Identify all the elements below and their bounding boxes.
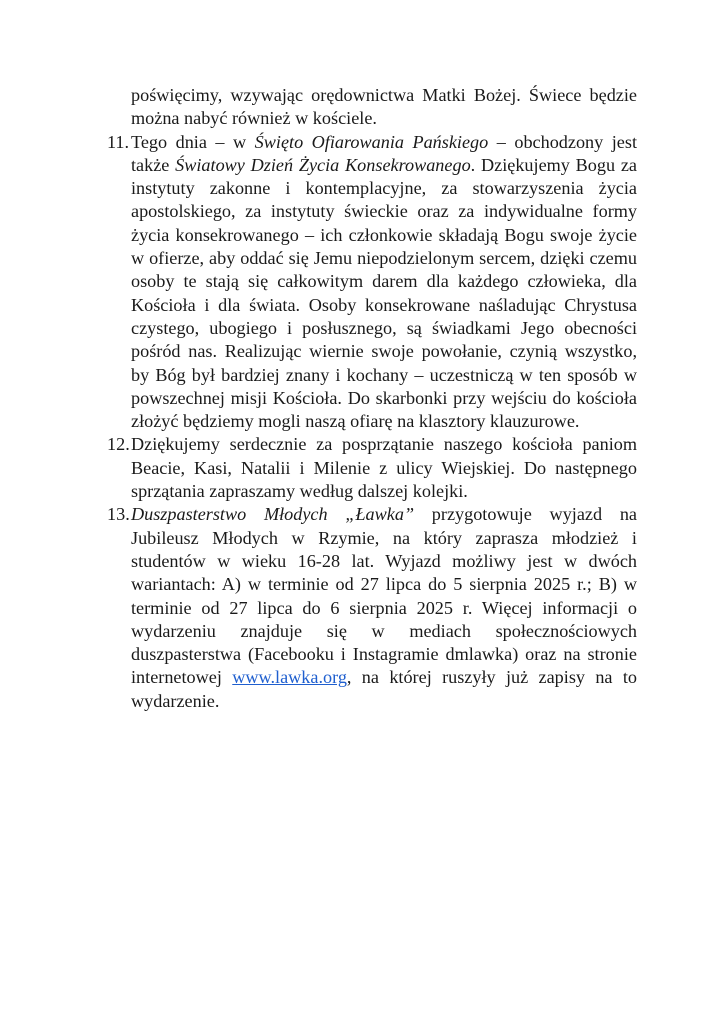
item-body: [131, 131, 637, 434]
website-link[interactable]: www.lawka.org: [232, 667, 347, 688]
continued-paragraph: poświęcimy, wzywając orędownictwa Matki Bożej. Świece będzie można nabyć również w kościele.: [131, 85, 637, 129]
item-text: Tego dnia – w: [131, 131, 255, 152]
ministry-name: Duszpasterstwo Młodych „Ławka”: [131, 504, 415, 525]
item-number: 13.: [107, 504, 130, 525]
world-day-name: Światowy Dzień Życia Konsekrowanego: [175, 154, 471, 175]
item-number: 11.: [107, 131, 130, 152]
item-body: [131, 433, 637, 503]
item-number: 12.: [107, 434, 130, 455]
item-text: przygotowuje wyjazd na Jubileusz Młodych w Rzymie, na który zaprasza młodzież i studentów w wieku 16-28 lat. Wyjazd możliwy jest w dwóch wariantach: A) w terminie od 27 lipca do 5 sierpnia 2025 r.; B) w terminie od 27 lipca do 6 sierpnia 2025 r. Więcej informacji o wydarzeniu znajduje się w mediach społecznościowych duszpasterstwa (Facebooku i Instagramie dmlawka) oraz na stronie internetowej: [131, 504, 637, 688]
item-text: . Dziękujemy Bogu za instytuty zakonne i kontemplacyjne, za stowarzyszenia życia apostolskiego, za instytuty świeckie oraz za indywidualne formy życia konsekrowanego – ich członkowie składają Bogu swoje życie w ofierze, aby oddać się Jemu niepodzielonym sercem, dzięki czemu osoby te stają się całkowitym darem dla każdego człowieka, dla Kościoła i dla świata. Osoby konsekrowane naśladując Chrystusa czystego, ubogiego i posłusznego, są świadkami Jego obecności pośród nas. Realizując wiernie swoje powołanie, czynią wszystko, by Bóg był bardziej znany i kochany – uczestniczą w ten sposób w powszechnej misji Kościoła. Do skarbonki przy wejściu do kościoła złożyć będziemy mogli naszą ofiarę na klasztory klauzurowe.: [131, 154, 637, 432]
list-item-13: [107, 503, 637, 713]
item-text: Dziękujemy serdecznie za posprzątanie naszego kościoła paniom Beacie, Kasi, Natalii i Milenie z ulicy Wiejskiej. Do następnego sprzątania zapraszamy według dalszej kolejki.: [131, 434, 637, 502]
item-body: [131, 503, 637, 713]
list-item-12: [107, 433, 637, 503]
list-item-11: [107, 131, 637, 434]
item-text: – obchodzony jest także: [131, 131, 638, 175]
item-text: , na której ruszyły już zapisy na to wydarzenie.: [131, 667, 637, 711]
feast-name: Święto Ofiarowania Pańskiego: [254, 131, 489, 152]
document-page: [107, 84, 637, 713]
